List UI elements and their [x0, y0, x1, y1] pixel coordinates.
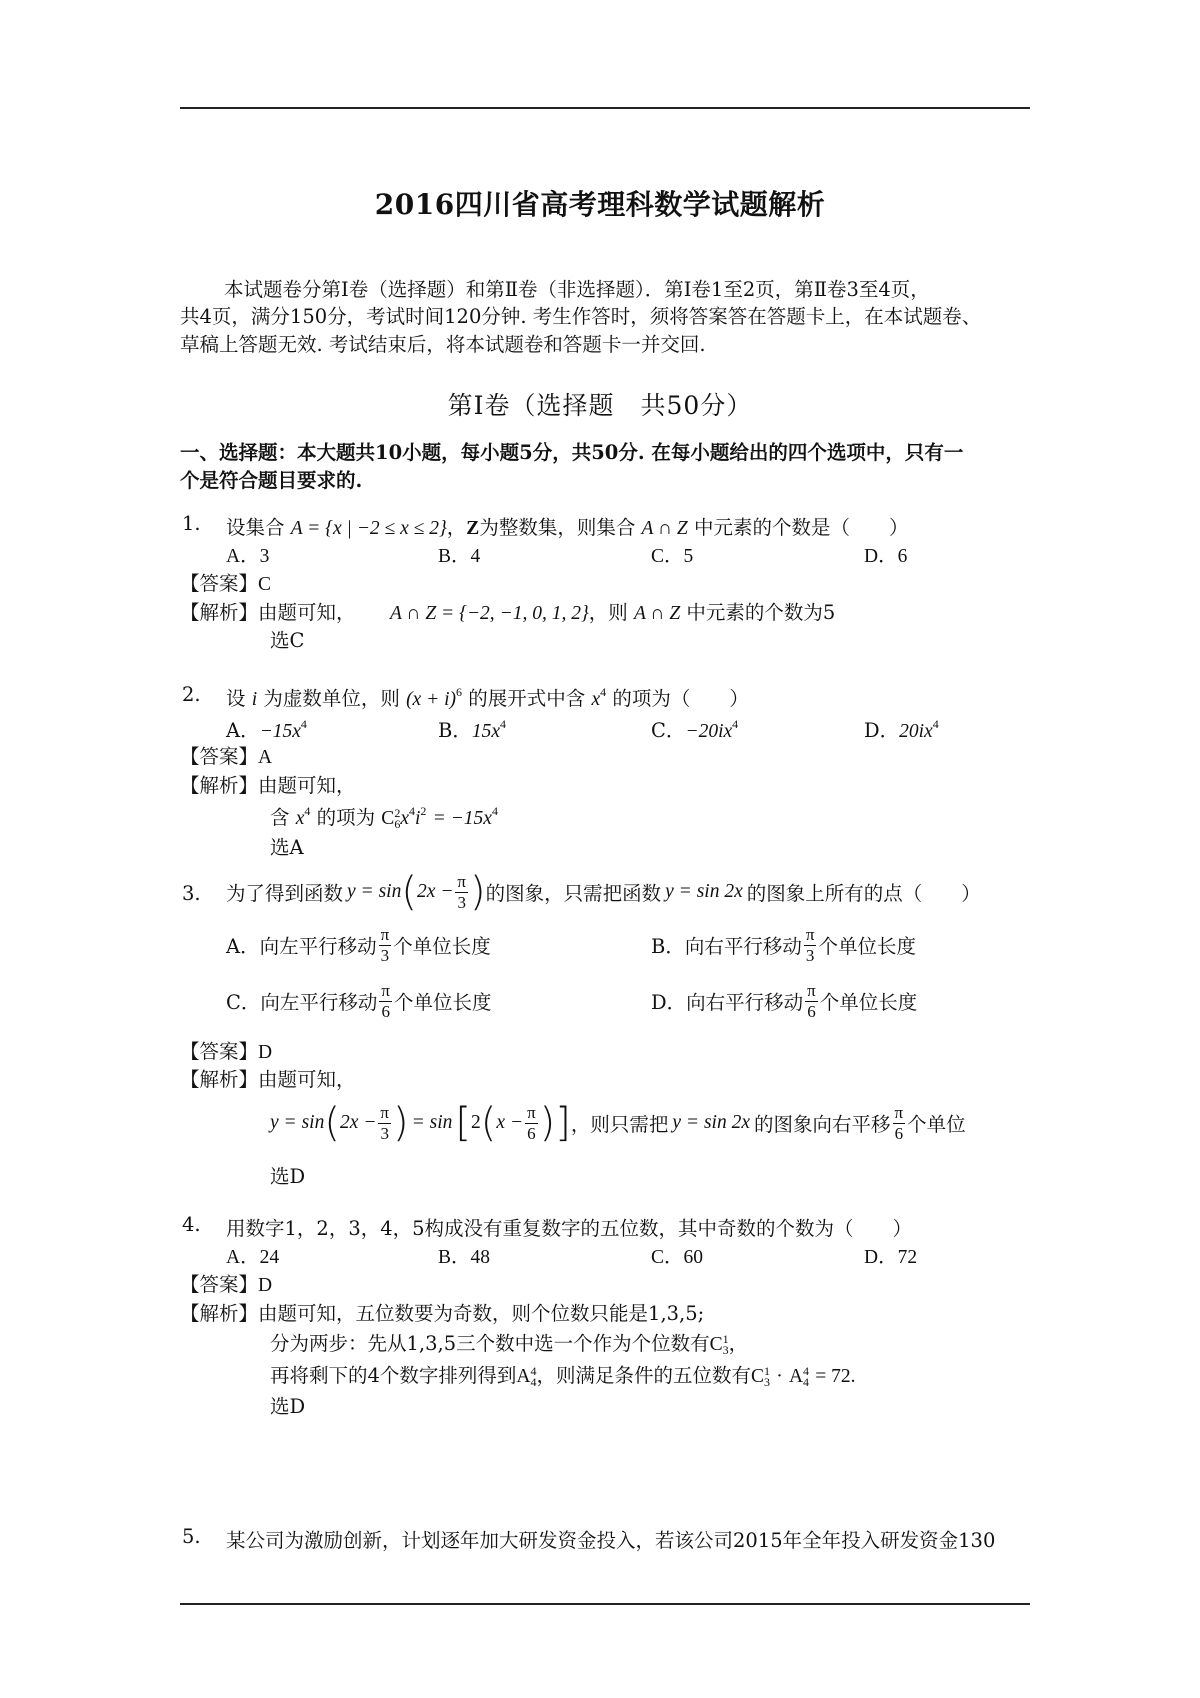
- answer-value: A: [258, 747, 273, 768]
- analysis-step-1: 分为两步：先从1,3,5三个数中选一个作为个位数有C 1 3 ，: [270, 1331, 749, 1357]
- answer-line: 【答案】D: [180, 1273, 273, 1296]
- option-b: B．$15x^4$: [438, 717, 506, 742]
- question-number: 2.: [182, 683, 201, 706]
- option-d: D．$20ix^4$: [864, 717, 939, 742]
- option-b: B．48: [438, 1247, 491, 1268]
- choose-line: 选D: [270, 1165, 306, 1188]
- option-c: C．$-20ix^4$: [651, 717, 739, 742]
- option-d: D．6: [864, 546, 908, 567]
- instructions-line-1: 一、选择题：本大题共10小题，每小题5分，共50分. 在每小题给出的四个选项中，只有一: [180, 441, 964, 464]
- page-title: 2016四川省高考理科数学试题解析: [374, 188, 826, 221]
- choose-line: 选C: [270, 629, 305, 652]
- option-c: C．60: [651, 1247, 704, 1268]
- option-a: A．3: [226, 546, 270, 567]
- question-number: 4.: [182, 1213, 201, 1236]
- question-number: 3.: [182, 882, 201, 905]
- option-a: A．向左平行移动 $\frac{\pi}{3}$ 个单位长度: [226, 925, 491, 965]
- option-c: C．向左平行移动 $\frac{\pi}{6}$ 个单位长度: [226, 981, 492, 1021]
- set-a-def: A = {x | −2 ≤ x ≤ 2}: [290, 518, 447, 539]
- intro-line-1: 本试题卷分第Ⅰ卷（选择题）和第Ⅱ卷（非选择题）．第Ⅰ卷1至2页，第Ⅱ卷3至4页，: [224, 278, 930, 301]
- question-stem: 用数字1，2，3，4，5构成没有重复数字的五位数，其中奇数的个数为（ ）: [226, 1217, 913, 1240]
- header-rule: [180, 107, 1030, 109]
- analysis-line: 【解析】由题可知，: [180, 774, 356, 797]
- intro-line-2: 共4页，满分150分，考试时间120分钟. 考生作答时，须将答案答在答题卡上，在本试题卷、: [180, 305, 982, 328]
- option-b: B．向右平行移动 $\frac{\pi}{3}$ 个单位长度: [651, 925, 916, 965]
- option-b: B．4: [438, 546, 481, 567]
- option-c: C．5: [651, 546, 694, 567]
- question-number: 5.: [182, 1525, 201, 1548]
- question-stem: 某公司为激励创新，计划逐年加大研发资金投入，若该公司2015年全年投入研发资金130: [226, 1529, 996, 1552]
- footer-rule: [180, 1603, 1030, 1605]
- option-a: A．$-15x^4$: [226, 717, 307, 742]
- question-stem: 设 i 为虚数单位，则 $(x + i)^6$ 的展开式中含 $x^4$ 的项为（ ）: [226, 685, 749, 710]
- option-d: D．向右平行移动 $\frac{\pi}{6}$ 个单位长度: [651, 981, 918, 1021]
- option-a: A．24: [226, 1247, 280, 1268]
- analysis-line: 【解析】由题可知，五位数要为奇数，则个位数只能是1,3,5;: [180, 1302, 705, 1325]
- answer-value: C: [258, 574, 272, 595]
- answer-value: D: [258, 1275, 273, 1296]
- answer-line: 【答案】C: [180, 572, 272, 595]
- analysis-step-2: 再将剩下的4个数字排列得到A 4 4 ，则满足条件的五位数有C 1 3 · A 4 4 = 72.: [270, 1363, 856, 1389]
- section-title: 第Ⅰ卷（选择题 共50分）: [447, 391, 753, 420]
- option-d: D．72: [864, 1247, 918, 1268]
- analysis-formula: y = sin ( 2x − $\frac{\pi}{3}$ ) = sin [ 2 ( x − $\frac{\pi}{6}$ ) ] ，则只需把 y = sin 2x 的图象向右平移 $\frac{\pi}{6}$ 个单位: [270, 1100, 966, 1146]
- analysis-line: 【解析】由题可知，: [180, 1068, 356, 1091]
- answer-line: 【答案】A: [180, 745, 273, 768]
- analysis-line: 【解析】由题可知， A ∩ Z = {−2, −1, 0, 1, 2}，则 A ∩ Z 中元素的个数为5: [180, 601, 836, 624]
- question-number: 1.: [182, 512, 201, 535]
- analysis-formula: 含 $x^4$ 的项为 C 2 6 $x^4i^2 = -15x^4$: [270, 804, 498, 831]
- answer-value: D: [258, 1042, 273, 1063]
- question-stem: 为了得到函数 y = sin ( 2x − $\frac{\pi}{3}$ ) 的图象，只需把函数 y = sin 2x 的图象上所有的点（ ）: [226, 869, 981, 915]
- intro-line-3: 草稿上答题无效. 考试结束后，将本试题卷和答题卡一并交回.: [180, 333, 706, 356]
- choose-line: 选A: [270, 836, 304, 859]
- choose-line: 选D: [270, 1395, 306, 1418]
- fraction-pi-3: $\frac{\pi}{3}$: [457, 871, 466, 912]
- answer-line: 【答案】D: [180, 1040, 273, 1063]
- question-stem: 设集合 A = {x | −2 ≤ x ≤ 2}，Z为整数集，则集合 A ∩ Z 中元素的个数是（ ）: [226, 516, 909, 539]
- instructions-line-2: 个是符合题目要求的.: [180, 469, 363, 492]
